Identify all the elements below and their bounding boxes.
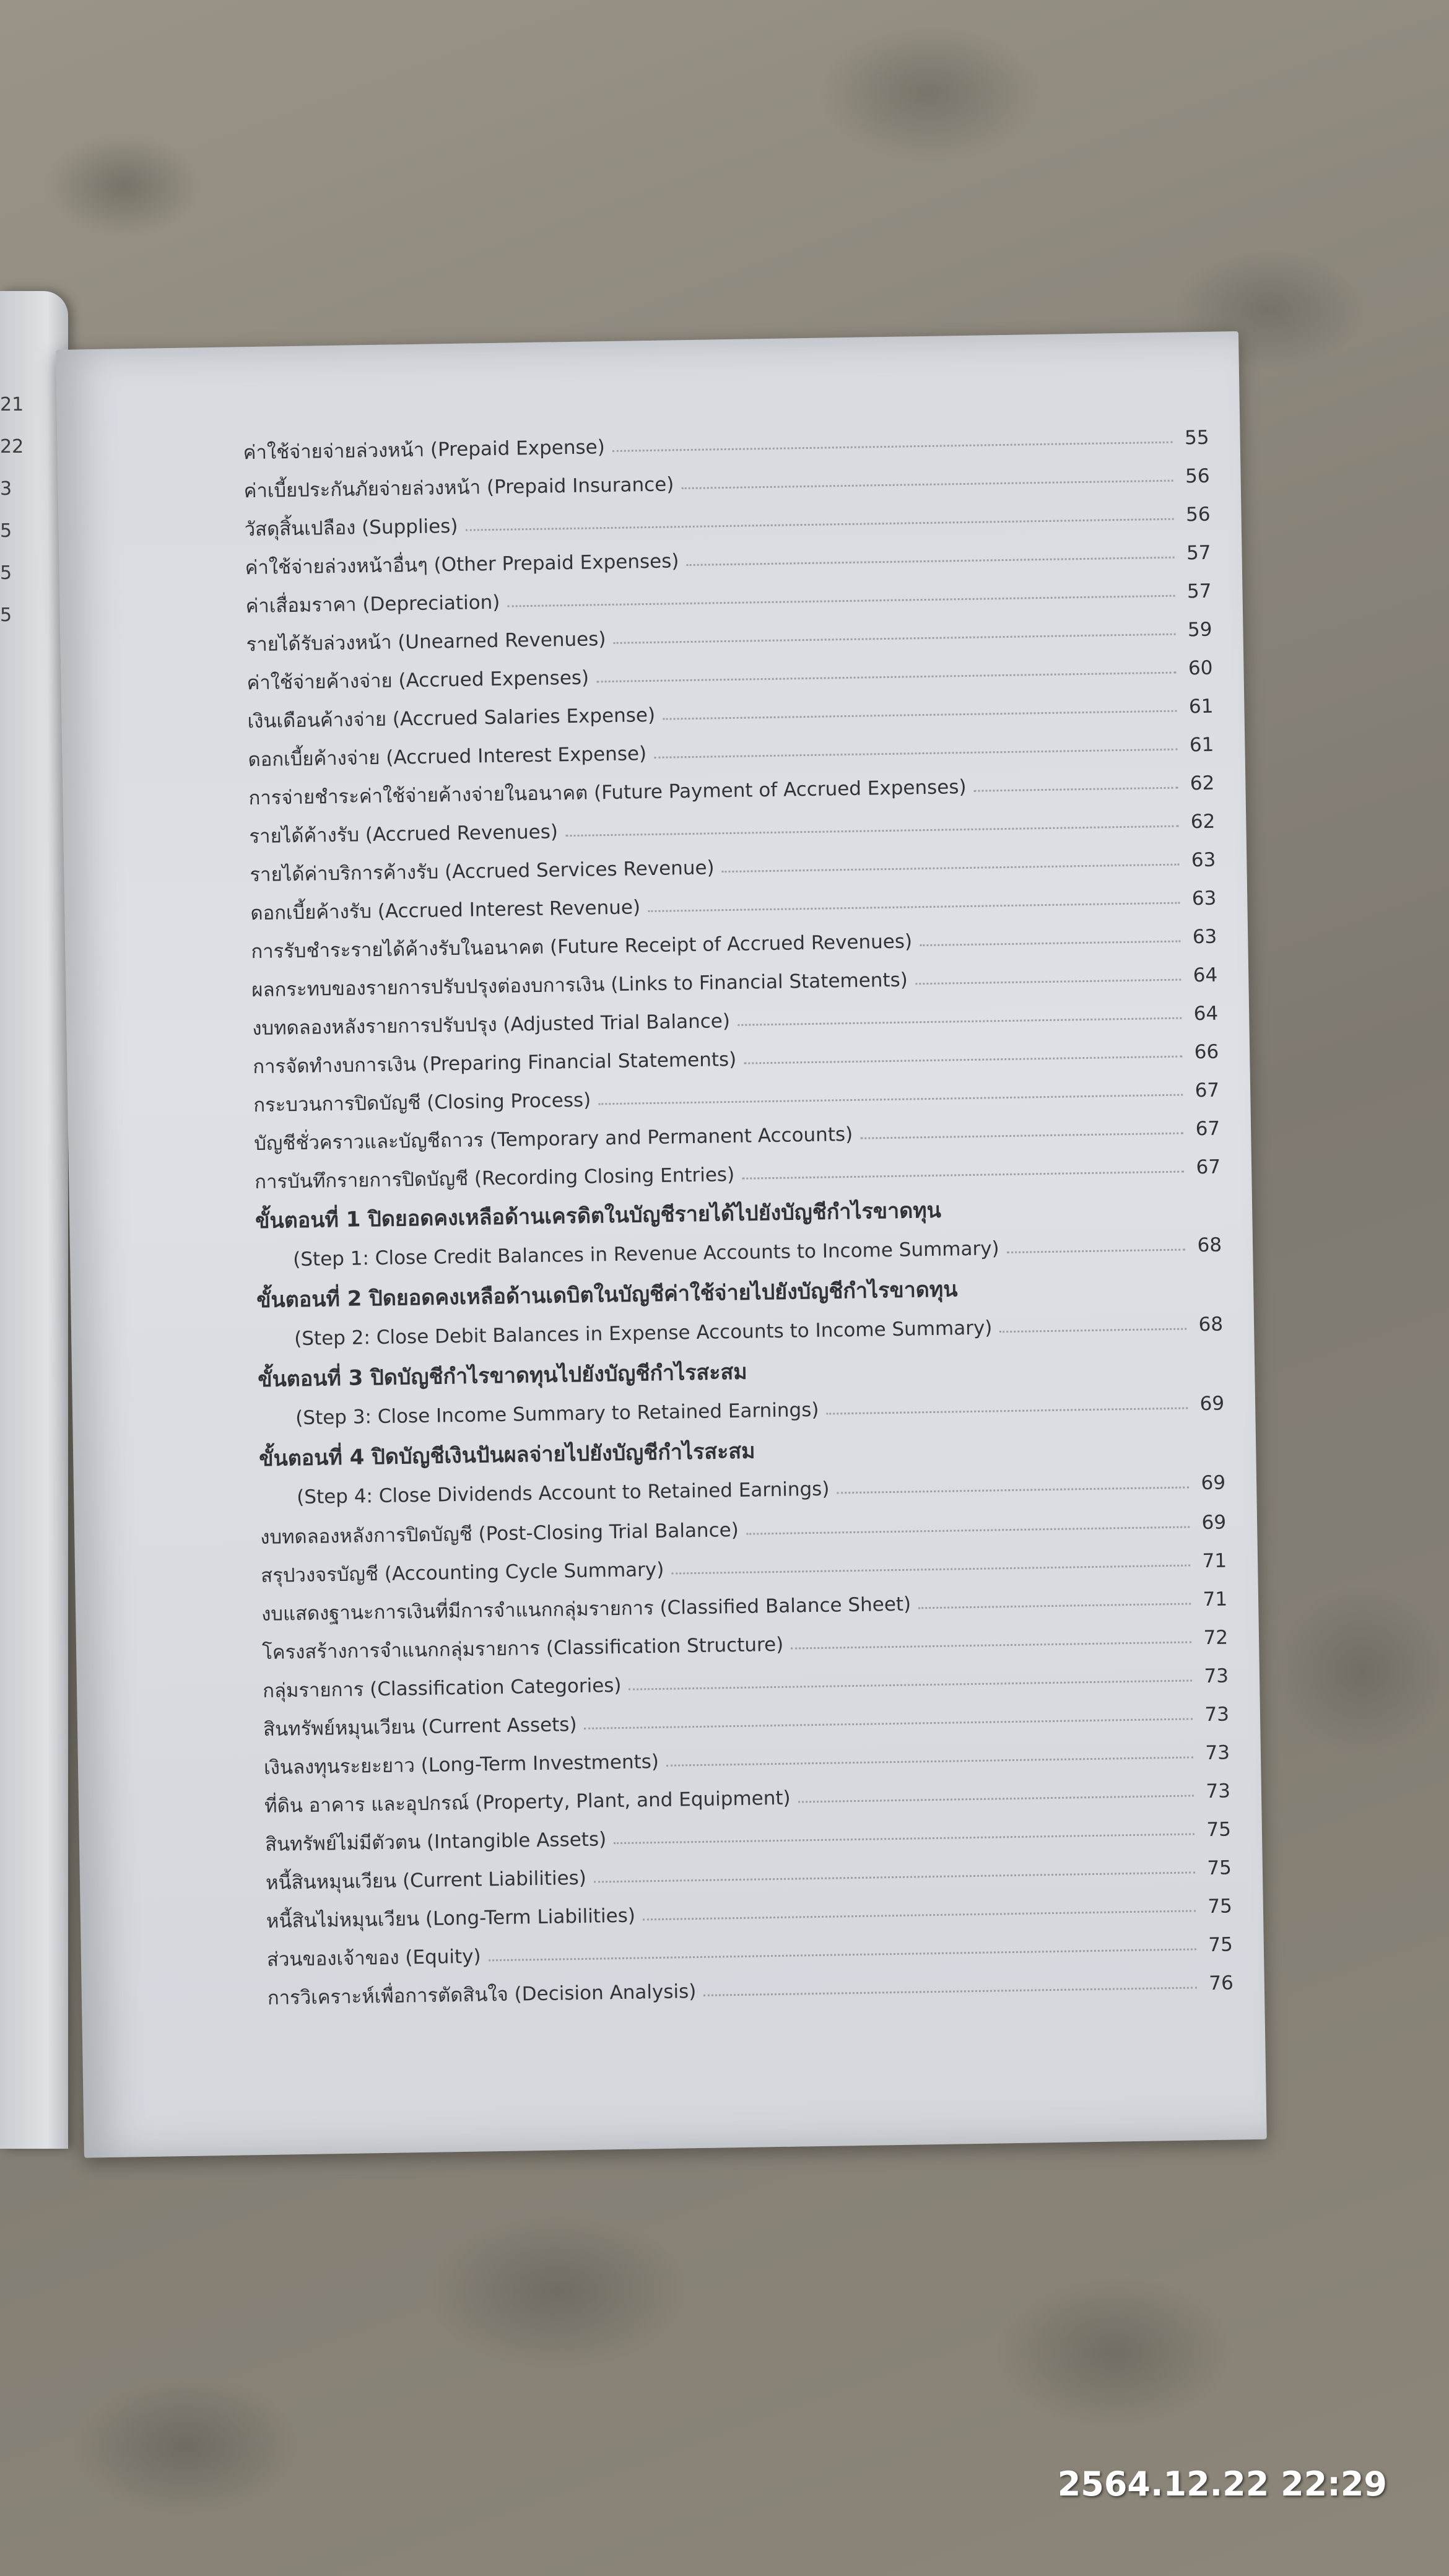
table-of-contents: [243, 419, 1234, 2017]
toc-title: ค่าใช้จ่ายค้างจ่าย (Accrued Expenses): [246, 666, 590, 695]
toc-page-number: 62: [1190, 772, 1215, 795]
toc-title: หนี้สินหมุนเวียน (Current Liabilities): [265, 1866, 587, 1894]
toc-title: การบันทึกรายการปิดบัญชี (Recording Closing Entries): [254, 1163, 735, 1194]
toc-page-number: 71: [1203, 1588, 1228, 1611]
toc-page-number: 67: [1195, 1117, 1221, 1141]
toc-page-number: 67: [1196, 1155, 1221, 1179]
dot-leader: [508, 595, 1175, 607]
toc-title: รายได้รับล่วงหน้า (Unearned Revenues): [246, 628, 606, 656]
dot-leader: [973, 787, 1178, 792]
dot-leader: [566, 825, 1179, 837]
toc-title: ผลกระทบของรายการปรับปรุงต่องบการเงิน (Links to Financial Statements): [251, 968, 908, 1002]
toc-title: ส่วนของเจ้าของ (Equity): [266, 1945, 481, 1971]
dot-leader: [612, 442, 1173, 452]
dot-leader: [466, 518, 1174, 531]
book-page: [56, 331, 1267, 2158]
dot-leader: [791, 1641, 1191, 1649]
toc-title: ค่าเบี้ยประกันภัยจ่ายล่วงหน้า (Prepaid Insurance): [243, 473, 674, 503]
toc-page-number: 75: [1208, 1933, 1234, 1957]
toc-title: การวิเคราะห์เพื่อการตัดสินใจ (Decision Analysis): [267, 1980, 697, 2009]
toc-page-number: 56: [1185, 503, 1211, 526]
toc-page-number: 68: [1197, 1234, 1222, 1257]
toc-title: โครงสร้างการจำแนกกลุ่มรายการ (Classification Structure): [261, 1633, 784, 1664]
toc-title: (Step 1: Close Credit Balances in Revenue Accounts to Income Summary): [292, 1237, 999, 1271]
toc-page-number: 69: [1201, 1511, 1227, 1534]
toc-title: (Step 4: Close Dividends Account to Retained Earnings): [296, 1477, 830, 1509]
toc-title: สินทรัพย์ไม่มีตัวตน (Intangible Assets): [264, 1828, 607, 1856]
dot-leader: [798, 1795, 1194, 1803]
dot-leader: [860, 1133, 1183, 1139]
toc-title: บัญชีชั่วคราวและบัญชีถาวร (Temporary and Permanent Accounts): [254, 1123, 853, 1155]
toc-title: ขั้นตอนที่ 4 ปิดบัญชีเงินปันผลจ่ายไปยังบัญชีกำไรสะสม: [258, 1438, 755, 1472]
toc-title: หนี้สินไม่หมุนเวียน (Long-Term Liabilities): [266, 1904, 636, 1933]
toc-title: ดอกเบี้ยค้างรับ (Accrued Interest Revenue): [250, 896, 641, 925]
toc-page-number: 55: [1184, 426, 1209, 450]
toc-title: เงินลงทุนระยะยาว (Long-Term Investments): [263, 1750, 659, 1780]
dot-leader: [584, 1718, 1193, 1729]
dot-leader: [918, 1603, 1191, 1609]
dot-leader: [648, 902, 1180, 912]
toc-title: สินทรัพย์หมุนเวียน (Current Assets): [263, 1713, 577, 1741]
toc-page-number: 68: [1198, 1313, 1224, 1336]
dot-leader: [746, 1526, 1190, 1534]
left-page-number: 22: [0, 436, 24, 458]
dot-leader: [721, 864, 1179, 873]
dot-leader: [826, 1407, 1188, 1414]
toc-page-number: 73: [1206, 1780, 1231, 1803]
toc-page-number: 75: [1208, 1895, 1233, 1918]
toc-page-number: 59: [1187, 618, 1212, 642]
left-page-number: 5: [0, 562, 12, 584]
dot-leader: [837, 1486, 1189, 1494]
toc-page-number: 73: [1204, 1664, 1229, 1688]
toc-title: ขั้นตอนที่ 2 ปิดยอดคงเหลือด้านเดบิตในบัญชีค่าใช้จ่ายไปยังบัญชีกำไรขาดทุน: [256, 1277, 958, 1313]
toc-title: รายได้ค่าบริการค้างรับ (Accrued Services Revenue): [250, 856, 715, 887]
toc-page-number: 71: [1202, 1549, 1227, 1573]
toc-page-number: 64: [1193, 1002, 1219, 1025]
dot-leader: [614, 1833, 1194, 1844]
toc-title: ที่ดิน อาคาร และอุปกรณ์ (Property, Plant, and Equipment): [264, 1786, 791, 1817]
dot-leader: [598, 1094, 1183, 1105]
toc-page-number: 69: [1201, 1471, 1226, 1495]
left-page-number: 5: [0, 604, 12, 626]
dot-leader: [663, 710, 1177, 720]
toc-page-number: 61: [1188, 695, 1214, 718]
toc-page-number: 73: [1205, 1741, 1230, 1765]
dot-leader: [655, 749, 1178, 759]
dot-leader: [629, 1679, 1192, 1690]
toc-page-number: 56: [1185, 464, 1210, 488]
toc-page-number: 60: [1188, 656, 1213, 680]
toc-page-number: 63: [1191, 848, 1216, 872]
dot-leader: [614, 633, 1176, 644]
toc-title: กระบวนการปิดบัญชี (Closing Process): [253, 1089, 591, 1117]
dot-leader: [999, 1328, 1186, 1333]
toc-page-number: 73: [1204, 1703, 1230, 1726]
toc-title: ค่าใช้จ่ายจ่ายล่วงหน้า (Prepaid Expense): [243, 436, 606, 464]
dot-leader: [915, 979, 1181, 985]
toc-title: การจัดทำงบการเงิน (Preparing Financial Statements): [253, 1048, 737, 1079]
toc-title: การรับชำระรายได้ค้างรับในอนาคต (Future Receipt of Accrued Revenues): [251, 930, 913, 964]
toc-page-number: 75: [1206, 1818, 1232, 1842]
dot-leader: [703, 1986, 1197, 1996]
dot-leader: [594, 1871, 1195, 1882]
toc-page-number: 62: [1190, 810, 1216, 833]
dot-leader: [682, 480, 1173, 489]
toc-page-number: 69: [1199, 1392, 1225, 1416]
toc-page-number: 57: [1186, 580, 1212, 603]
dot-leader: [738, 1017, 1181, 1026]
toc-title: ขั้นตอนที่ 1 ปิดยอดคงเหลือด้านเครดิตในบัญชีรายได้ไปยังบัญชีกำไรขาดทุน: [255, 1198, 942, 1234]
toc-title: งบทดลองหลังการปิดบัญชี (Post-Closing Trial Balance): [260, 1518, 739, 1549]
toc-title: (Step 2: Close Debit Balances in Expense Accounts to Income Summary): [294, 1316, 993, 1351]
toc-title: งบทดลองหลังรายการปรับปรุง (Adjusted Trial Balance): [252, 1010, 731, 1040]
toc-title: เงินเดือนค้างจ่าย (Accrued Salaries Expense): [247, 703, 656, 733]
dot-leader: [920, 941, 1180, 947]
left-page-number: 21: [0, 394, 24, 416]
dot-leader: [666, 1756, 1193, 1766]
toc-title: ค่าเสื่อมราคา (Depreciation): [245, 591, 500, 618]
dot-leader: [489, 1948, 1196, 1961]
toc-title: รายได้ค้างรับ (Accrued Revenues): [249, 820, 559, 848]
toc-title: ดอกเบี้ยค้างจ่าย (Accrued Interest Expense): [248, 742, 647, 772]
toc-title: งบแสดงฐานะการเงินที่มีการจำแนกกลุ่มรายการ (Classified Balance Sheet): [261, 1593, 912, 1626]
toc-page-number: 64: [1193, 964, 1218, 987]
left-page-numbers: [0, 384, 24, 637]
photo-timestamp: 2564.12.22 22:29: [1057, 2465, 1387, 2504]
toc-title: สรุปวงจรบัญชี (Accounting Cycle Summary): [260, 1558, 664, 1588]
toc-page-number: 75: [1207, 1856, 1232, 1880]
dot-leader: [744, 1056, 1182, 1064]
left-page-number: 5: [0, 520, 12, 542]
toc-title: ขั้นตอนที่ 3 ปิดบัญชีกำไรขาดทุนไปยังบัญชีกำไรสะสม: [257, 1359, 747, 1393]
left-page-number: 3: [0, 478, 12, 500]
dot-leader: [742, 1171, 1184, 1180]
toc-title: ค่าใช้จ่ายล่วงหน้าอื่นๆ (Other Prepaid Expenses): [245, 550, 679, 580]
toc-page-number: 63: [1191, 887, 1217, 910]
toc-page-number: 57: [1186, 541, 1211, 565]
dot-leader: [1007, 1249, 1185, 1254]
dot-leader: [643, 1910, 1196, 1920]
toc-title: วัสดุสิ้นเปลือง (Supplies): [244, 515, 458, 541]
toc-title: กลุ่มรายการ (Classification Categories): [262, 1674, 622, 1703]
toc-page-number: 66: [1194, 1040, 1219, 1064]
dot-leader: [687, 557, 1175, 566]
toc-title: การจ่ายชำระค่าใช้จ่ายค้างจ่ายในอนาคต (Future Payment of Accrued Expenses): [248, 775, 967, 810]
dot-leader: [597, 672, 1177, 683]
toc-page-number: 63: [1192, 925, 1217, 949]
toc-title: (Step 3: Close Income Summary to Retained Earnings): [295, 1398, 819, 1430]
toc-page-number: 61: [1189, 733, 1214, 757]
toc-page-number: 67: [1194, 1079, 1220, 1102]
toc-page-number: 76: [1209, 1972, 1234, 1995]
toc-page-number: 72: [1203, 1626, 1229, 1650]
dot-leader: [671, 1564, 1190, 1574]
